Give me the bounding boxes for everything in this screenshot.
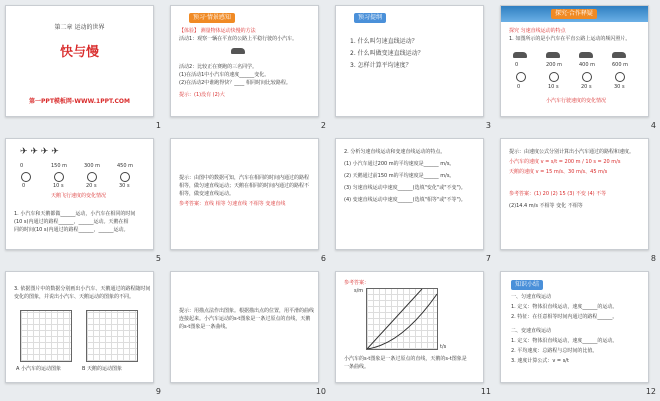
figure-caption: 天鹅飞行速度的变化情况 bbox=[51, 193, 107, 199]
slide-thumbnail-10[interactable] bbox=[165, 266, 330, 399]
distance-label: 600 m bbox=[612, 62, 629, 68]
text-line: 一条曲线。 bbox=[344, 364, 370, 370]
text-line: 提示：用描点法作出图象。根据描出点的位置，用平滑的曲线 bbox=[179, 308, 315, 314]
slide-thumbnail-2[interactable] bbox=[165, 0, 330, 133]
slide-number: 9 bbox=[155, 387, 161, 396]
question-3: 3. 怎样计算平均速度？ bbox=[350, 62, 412, 69]
text-line: 相等，做匀速直线运动；天鹅在相同的时间内通过的路程不 bbox=[179, 183, 310, 189]
text-line: 提示：由速度公式分别计算出小汽车通过的路程和速度。 bbox=[509, 149, 635, 155]
clock-icon bbox=[21, 172, 31, 182]
slide-number: 1 bbox=[155, 121, 161, 130]
slide-content bbox=[500, 5, 649, 117]
distance-label: 400 m bbox=[579, 62, 596, 68]
slide-content bbox=[335, 5, 484, 117]
slide-number: 4 bbox=[650, 121, 656, 130]
text-line: (1)在活动1中小汽车的速度______变化。 bbox=[179, 72, 270, 78]
text-line: 2. 分析匀速直线运动和变速直线运动的特点。 bbox=[344, 149, 446, 155]
text-line: (2)14.4 m/s 不相等 变化 不相等 bbox=[509, 203, 583, 209]
x-axis-label: t/s bbox=[440, 344, 447, 350]
text-line: 相等，做变速直线运动。 bbox=[179, 191, 235, 197]
text-line: 一、匀速直线运动 bbox=[511, 294, 552, 300]
car-icon bbox=[579, 52, 593, 58]
car-icon bbox=[612, 52, 626, 58]
text-line: 探究 匀速直线运动的特点 bbox=[509, 28, 566, 34]
slide-thumbnail-1[interactable] bbox=[0, 0, 165, 133]
distance-label: 300 m bbox=[84, 163, 101, 169]
time-label: 20 s bbox=[581, 84, 592, 90]
text-line: (3) 匀速直线运动中速度______(选填"变化"或"不变")。 bbox=[344, 185, 466, 191]
text-line: 1. 如图所示的是小汽车在平直公路上运动的频闪照片。 bbox=[509, 36, 631, 42]
figure-caption: 小汽车行驶速度的变化情况 bbox=[546, 98, 607, 104]
text-line: 连接起来。小汽车运动的s-t图象是一条过原点的直线，天鹅 bbox=[179, 316, 311, 322]
clock-icon bbox=[87, 172, 97, 182]
text-line: 提示：由图中的数据可知，汽车在相同的时间内通过的路程 bbox=[179, 175, 310, 181]
text-line: 3. 速度计算公式：v = s/t bbox=[511, 358, 569, 364]
text-line: 活动2：比较正在赛跑的三名同学。 bbox=[179, 64, 258, 70]
slide-thumbnail-9[interactable] bbox=[0, 266, 165, 399]
slide-content bbox=[170, 5, 319, 117]
formula-line: 小汽车的速度 v = s/t = 200 m / 10 s = 20 m/s bbox=[509, 159, 621, 165]
distance-label: 450 m bbox=[117, 163, 134, 169]
swan-curve bbox=[367, 294, 437, 349]
slide-content bbox=[500, 138, 649, 250]
car-icon bbox=[231, 48, 245, 54]
empty-chart-grid bbox=[86, 310, 138, 362]
text-line: (2)在活动2中谁跑得快？____ 相同时间比较路程。 bbox=[179, 80, 291, 86]
slide-content bbox=[335, 271, 484, 383]
slide-content bbox=[5, 5, 154, 117]
slide-thumbnail-8[interactable] bbox=[495, 133, 660, 266]
slide-thumbnail-6[interactable] bbox=[165, 133, 330, 266]
slide-number: 2 bbox=[320, 121, 326, 130]
text-line: (4) 变速直线运动中速度______(选填"相等"或"不等")。 bbox=[344, 197, 466, 203]
section-tag: 预习·情景感知 bbox=[189, 13, 235, 23]
slide-number: 10 bbox=[315, 387, 326, 396]
text-line: 1. 定义：物体沿直线运动，速度______的运动。 bbox=[511, 304, 618, 310]
text-line: 【体验】 测量物体运动快慢的方法 bbox=[179, 28, 256, 34]
time-label: 0 bbox=[22, 183, 26, 189]
text-line: 1. 小汽车和天鹅都做______运动，小汽车在相同的时间 bbox=[14, 211, 136, 217]
time-label: 20 s bbox=[86, 183, 97, 189]
text-line: 2. 特征：在任意相等时间内通过的路程______。 bbox=[511, 314, 618, 320]
formula-line: 天鹅的速度 v = 15 m/s、30 m/s、45 m/s bbox=[509, 169, 608, 175]
clock-icon bbox=[54, 172, 64, 182]
clock-icon bbox=[615, 72, 625, 82]
slide-thumbnail-5[interactable] bbox=[0, 133, 165, 266]
slide-content bbox=[5, 271, 154, 383]
question-1: 1. 什么叫匀速直线运动？ bbox=[350, 38, 418, 45]
text-line: 二、变速直线运动 bbox=[511, 328, 552, 334]
slide-content bbox=[335, 138, 484, 250]
slide-content bbox=[170, 138, 319, 250]
time-label: 30 s bbox=[119, 183, 130, 189]
answer-text: 参考答案：直线 相等 匀速直线 不相等 变速直线 bbox=[179, 201, 286, 207]
time-label: 30 s bbox=[614, 84, 625, 90]
slide-content bbox=[170, 271, 319, 383]
slide-content bbox=[500, 271, 649, 383]
slide-thumbnail-7[interactable] bbox=[330, 133, 495, 266]
bird-icon: ✈ ✈ ✈ ✈ bbox=[20, 147, 59, 157]
text-line: 活动1：观察一辆在平直的公路上平稳行驶的小汽车。 bbox=[179, 36, 298, 42]
text-line: 小汽车的s-t图象是一条过原点的直线，天鹅的s-t图象是 bbox=[344, 356, 467, 362]
time-label: 10 s bbox=[548, 84, 559, 90]
answer-chart bbox=[366, 288, 438, 350]
question-2: 2. 什么叫做变速直线运动？ bbox=[350, 50, 424, 57]
distance-label: 200 m bbox=[546, 62, 563, 68]
chart-caption: B 天鹅的运动图象 bbox=[82, 366, 123, 372]
text-line: 提示：(1)没有 (2)大 bbox=[179, 92, 225, 98]
text-line: (2) 天鹅通过前150 m的平均速度是______ m/s。 bbox=[344, 173, 455, 179]
distance-label: 0 bbox=[515, 62, 519, 68]
slide-thumbnail-4[interactable] bbox=[495, 0, 660, 133]
distance-label: 0 bbox=[20, 163, 24, 169]
slide-number: 6 bbox=[320, 254, 326, 263]
slide-number: 8 bbox=[650, 254, 656, 263]
clock-icon bbox=[582, 72, 592, 82]
answer-text: 参考答案：(1) 20 (2) 15 (3) 不变 (4) 不等 bbox=[509, 191, 607, 197]
section-tag: 知识小结 bbox=[511, 280, 543, 290]
answer-label: 参考答案： bbox=[344, 280, 370, 286]
clock-icon bbox=[549, 72, 559, 82]
slide-thumbnail-3[interactable] bbox=[330, 0, 495, 133]
slide-title: 快与慢 bbox=[59, 45, 99, 60]
slide-content bbox=[5, 138, 154, 250]
clock-icon bbox=[120, 172, 130, 182]
text-line: (10 s)内通过的路程______，______运动。天鹅在相 bbox=[14, 219, 129, 225]
text-line: 同的时间(10 s)内通过的路程______，______运动。 bbox=[14, 227, 129, 233]
logo-text: 第一PPT模板网-WWW.1PPT.COM bbox=[29, 98, 130, 105]
slide-number: 5 bbox=[155, 254, 161, 263]
text-line: (1) 小汽车通过200 m的平均速度是______ m/s。 bbox=[344, 161, 455, 167]
slide-number: 3 bbox=[485, 121, 491, 130]
section-tag: 预习提纲 bbox=[354, 13, 386, 23]
slide-number: 12 bbox=[645, 387, 656, 396]
slide-number: 7 bbox=[485, 254, 491, 263]
text-line: 的s-t图象是一条曲线。 bbox=[179, 324, 231, 330]
chapter-label: 第二章 运动的世界 bbox=[54, 24, 105, 31]
time-label: 0 bbox=[517, 84, 521, 90]
text-line: 3. 依据图片中的数据分别画出小汽车、天鹅通过的路程随时间 bbox=[14, 286, 151, 292]
distance-label: 150 m bbox=[51, 163, 68, 169]
car-icon bbox=[546, 52, 560, 58]
slide-thumbnail-12[interactable] bbox=[495, 266, 660, 399]
text-line: 1. 定义：物体沿直线运动，速度______的运动。 bbox=[511, 338, 618, 344]
empty-chart-grid bbox=[20, 310, 72, 362]
car-line bbox=[367, 289, 422, 349]
section-tag: 探究·合作释疑 bbox=[551, 9, 597, 19]
chart-lines bbox=[367, 289, 437, 349]
car-icon bbox=[513, 52, 527, 58]
y-axis-label: s/m bbox=[354, 288, 364, 294]
slide-number: 11 bbox=[480, 387, 491, 396]
slide-thumbnail-11[interactable] bbox=[330, 266, 495, 399]
clock-icon bbox=[516, 72, 526, 82]
chart-caption: A 小汽车的运动图象 bbox=[16, 366, 62, 372]
time-label: 10 s bbox=[53, 183, 64, 189]
text-line: 2. 平均速度：总路程与总时间的比值。 bbox=[511, 348, 598, 354]
text-line: 变化的图象，并说出小汽车、天鹅运动的图象的不同。 bbox=[14, 294, 135, 300]
